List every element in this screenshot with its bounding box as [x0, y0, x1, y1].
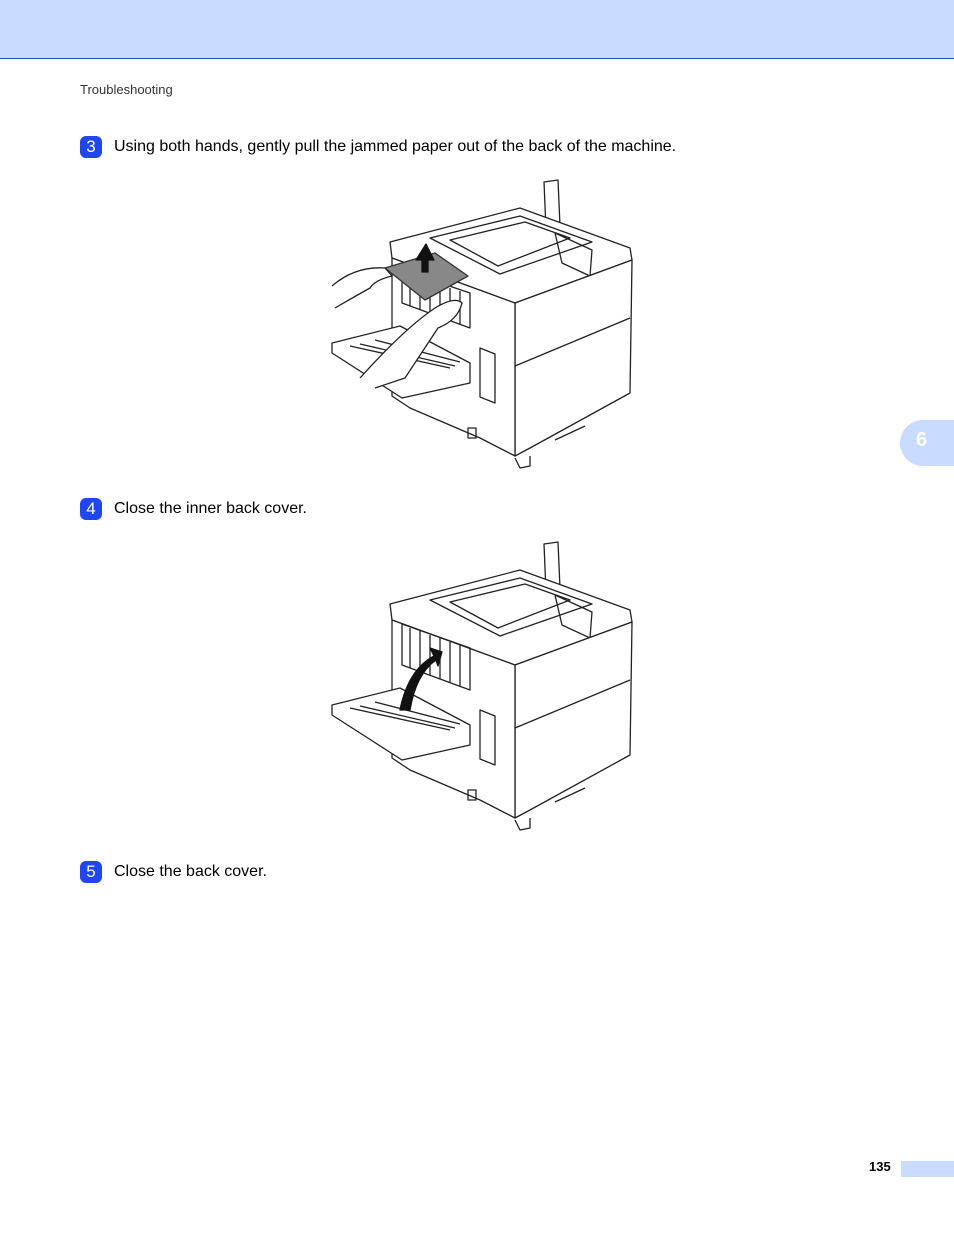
- step-3: [80, 136, 676, 158]
- step-4: [80, 498, 307, 520]
- chapter-tab: [900, 420, 954, 466]
- breadcrumb: Troubleshooting: [80, 82, 173, 97]
- printer-illustration-close-inner-cover: [330, 540, 645, 832]
- header-band: [0, 0, 954, 59]
- step-instruction: Close the inner back cover.: [114, 500, 307, 517]
- chapter-number: 6: [916, 429, 928, 451]
- step-number-badge: 3: [80, 136, 102, 158]
- step-instruction: Close the back cover.: [114, 863, 267, 880]
- printer-illustration-pull-paper: [330, 178, 645, 470]
- step-number-badge: 4: [80, 498, 102, 520]
- footer-bar: [901, 1161, 954, 1177]
- step-number-badge: 5: [80, 861, 102, 883]
- step-5: [80, 861, 267, 883]
- page-number: 135: [869, 1159, 891, 1174]
- step-instruction: Using both hands, gently pull the jammed paper out of the back of the machine.: [114, 138, 677, 155]
